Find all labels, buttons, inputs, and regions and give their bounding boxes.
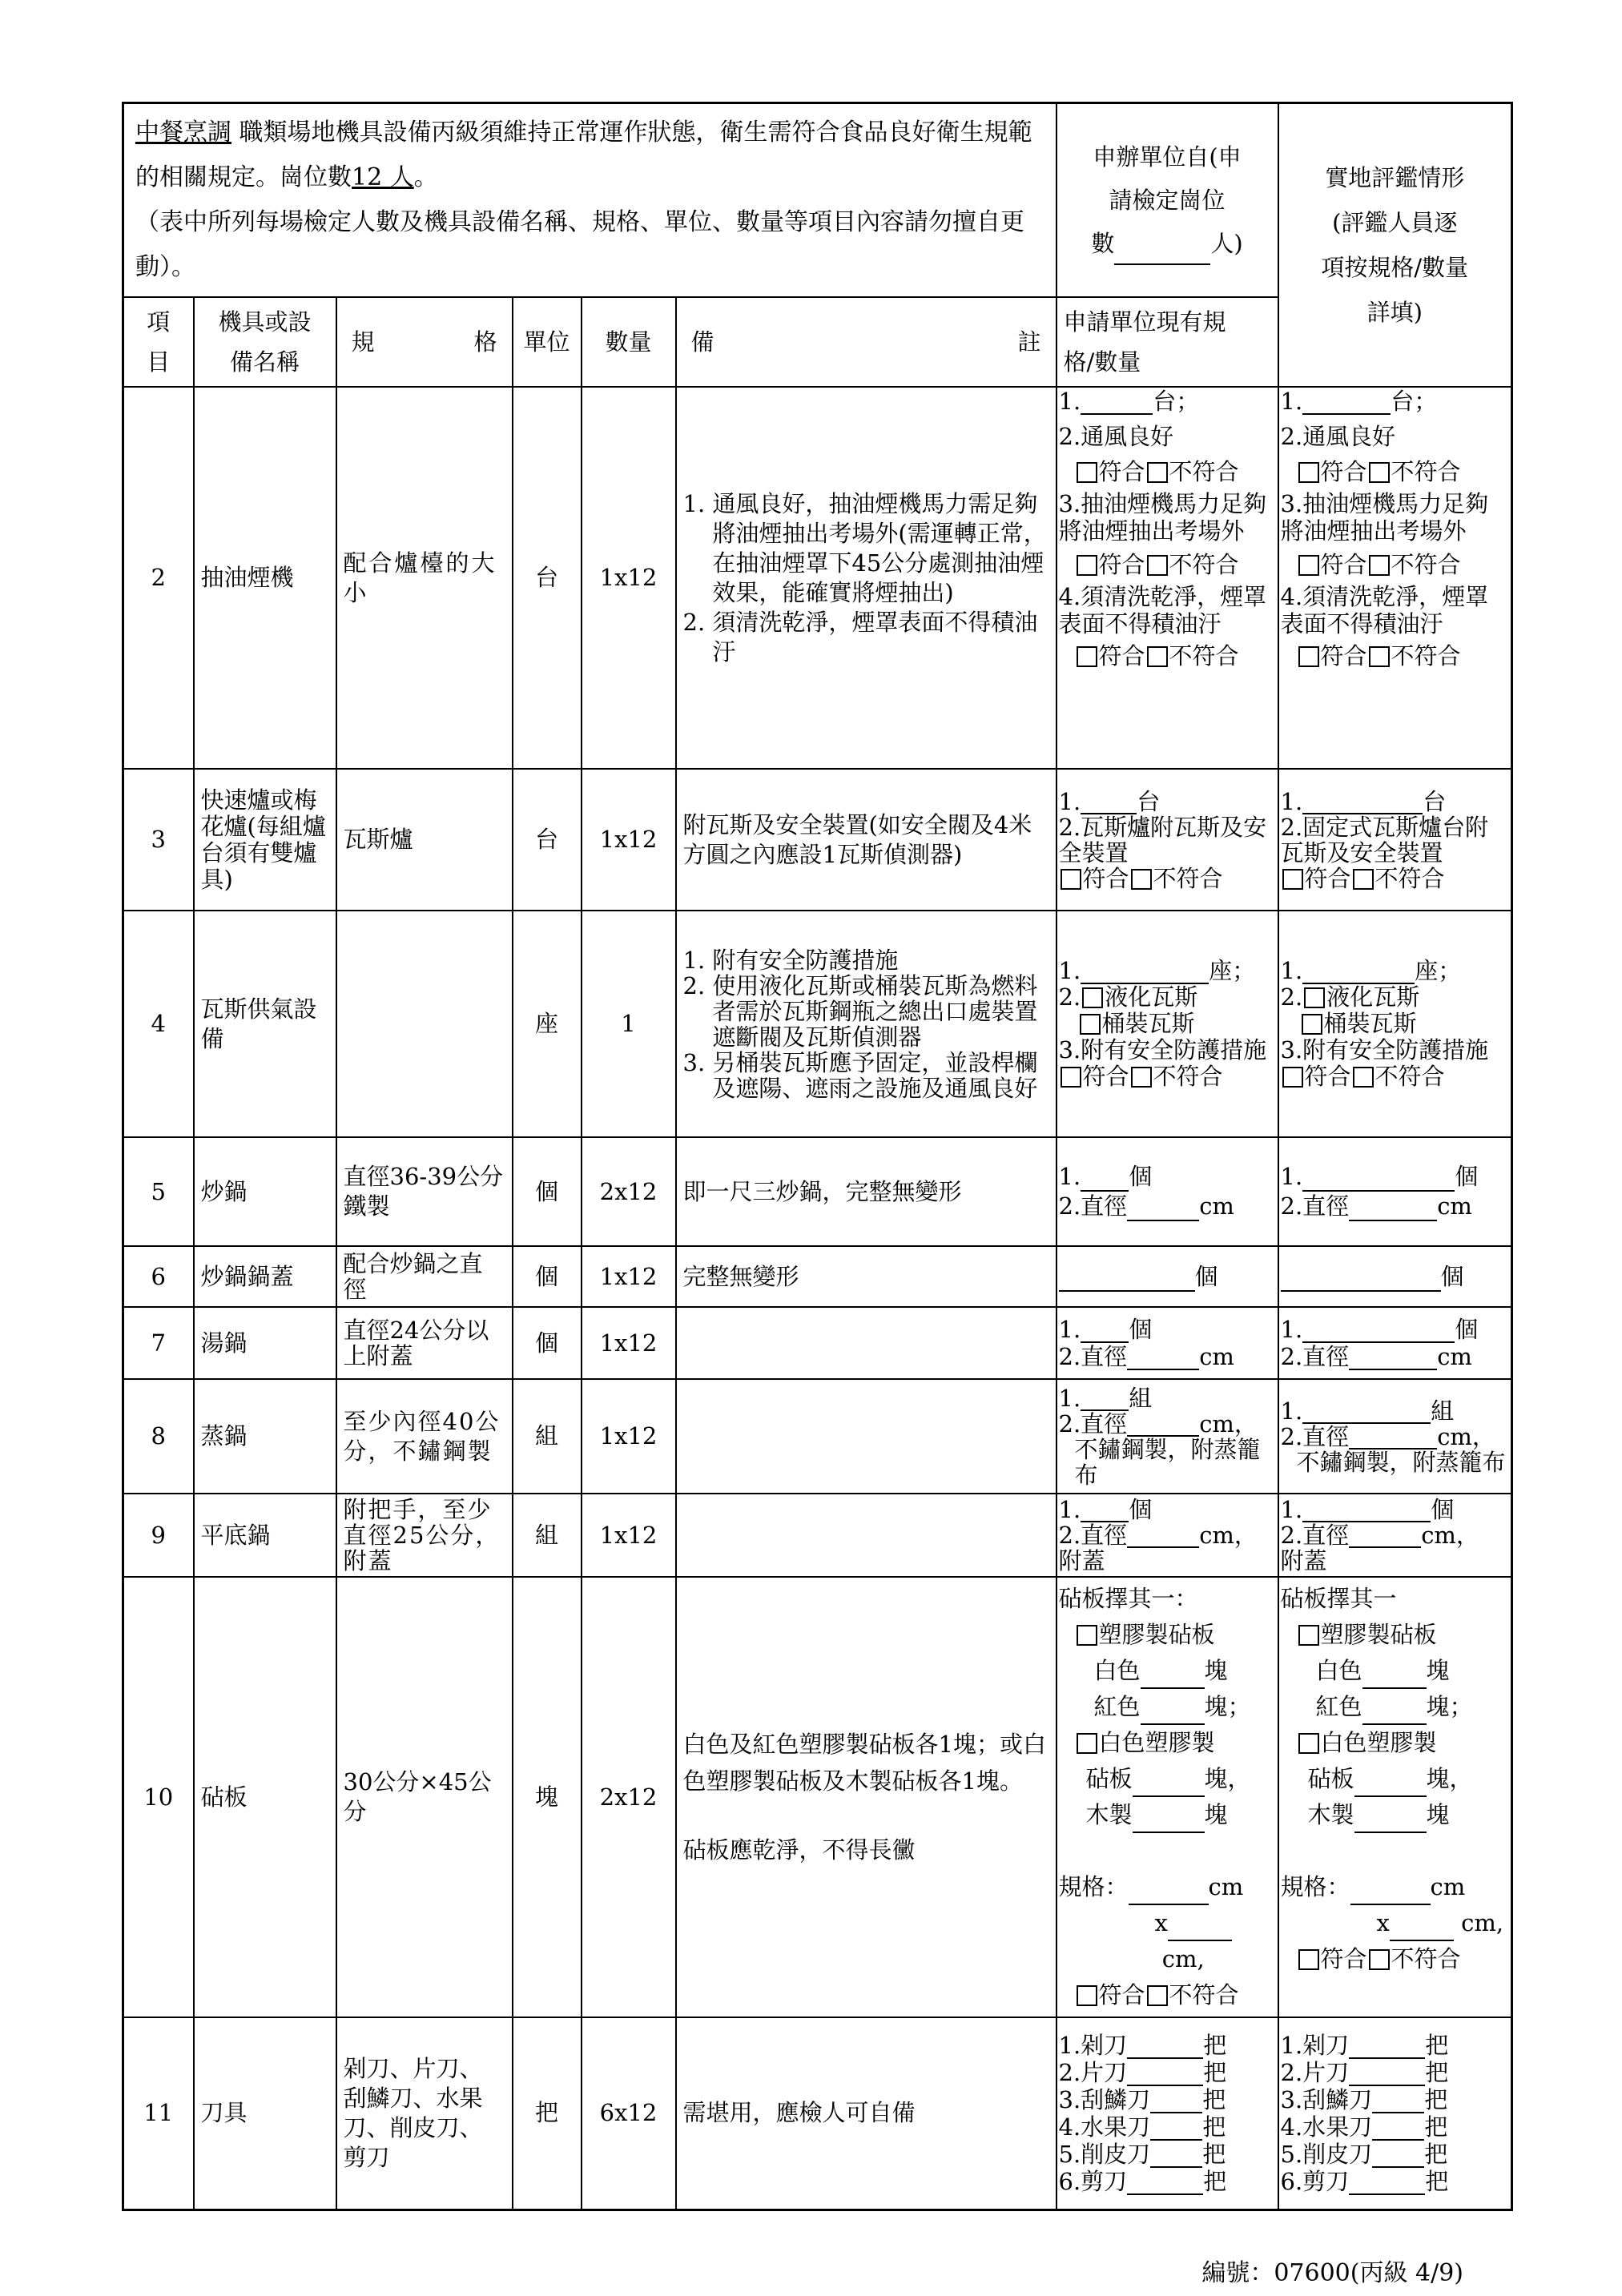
note-cell: 1. 通風良好，抽油煙機馬力需足夠將油煙抽出考場外(需運轉正常，在抽油煙罩下45公分處測抽油煙效果，能確實將煙抽出) 2. 須清洗乾淨，煙罩表面不得積油汙 <box>676 387 1057 769</box>
checkbox-ng[interactable] <box>1131 869 1152 890</box>
document-code: 編號：07600(丙級 4/9) <box>1201 2259 1463 2287</box>
col-note: 備 註 <box>676 297 1057 387</box>
checkbox-lpg[interactable] <box>1082 987 1103 1008</box>
col-item: 項 目 <box>123 297 194 387</box>
intro-note: （表中所列每場檢定人數及機具設備名稱、規格、單位、數量等項目內容請勿擅自更動）。 <box>135 208 1024 281</box>
checkbox-ok[interactable] <box>1282 1067 1303 1088</box>
table-row: 8 蒸鍋 至少內徑40公分，不鏽鋼製 組 1x12 1. 組 2.直徑 cm， 不鏽鋼製，附蒸籠布 1. 組 2.直徑 cm， 不鏽鋼製，附蒸籠布 <box>123 1379 1512 1494</box>
checkbox-ok[interactable] <box>1077 462 1097 483</box>
col-applicant: 申請單位現有規 格/數量 <box>1057 297 1278 387</box>
checkbox-ok[interactable] <box>1077 646 1097 667</box>
checkbox-ng[interactable] <box>1147 555 1168 576</box>
col-spec: 規 格 <box>336 297 513 387</box>
checkbox-ng[interactable] <box>1369 462 1390 483</box>
table-row: 3 快速爐或梅花爐(每組爐台須有雙爐具) 瓦斯爐 台 1x12 附瓦斯及安全裝置(如安全閥及4米方圓之內應設1瓦斯偵測器) 1. 台 2.瓦斯爐附瓦斯及安全裝置 符合 不符合 1. 台 2.固定式瓦斯爐台附瓦斯及安全裝置 符合 不符合 <box>123 769 1512 911</box>
checkbox-ng[interactable] <box>1353 869 1374 890</box>
checkbox-ng[interactable] <box>1147 462 1168 483</box>
checkbox-ok[interactable] <box>1298 1949 1319 1970</box>
table-row: 2 抽油煙機 配合爐檯的大小 台 1x12 1. 通風良好，抽油煙機馬力需足夠將油煙抽出考場外(需運轉正常，在抽油煙罩下45公分處測抽油煙效果，能確實將煙抽出) 2. 須清洗乾淨，煙罩表面不得積油汙 1. 台； 2.通風良好 符合 不符合 3.抽油煙機馬力足夠將油煙抽出考場外 符合 不符合 4.須清洗乾淨，煙罩表面不得積油汙 符合 不符合 1. 台； 2.通風良好 符合 不符合 3.抽油煙機馬力足夠將油煙抽出考場外 符合 不符合 4.須清洗乾淨，煙罩表面不得積油汙 符合 不符合 <box>123 387 1512 769</box>
equipment-table <box>122 102 1513 2211</box>
checkbox-ng[interactable] <box>1147 646 1168 667</box>
table-row: 11 刀具 剁刀、片刀、刮鱗刀、水果刀、削皮刀、剪刀 把 6x12 需堪用，應檢人可自備 1.剁刀 把 2.片刀 把 3.刮鱗刀 把 4.水果刀 把 5.削皮刀 把 6.剪刀 把 1.剁刀 把 2.片刀 把 3.刮鱗刀 把 4.水果刀 把 5.削皮刀 把 6.剪刀 把 <box>123 2017 1512 2210</box>
checkbox-white-wood[interactable] <box>1298 1733 1319 1754</box>
table-row: 6 炒鍋鍋蓋 配合炒鍋之直徑 個 1x12 完整無變形 個 個 <box>123 1246 1512 1307</box>
trade-name: 中餐烹調 <box>135 119 231 147</box>
checkbox-ok[interactable] <box>1061 869 1081 890</box>
table-row: 7 湯鍋 直徑24公分以上附蓋 個 1x12 1. 個 2.直徑 cm 1. 個 2.直徑 cm <box>123 1307 1512 1379</box>
checkbox-lpg[interactable] <box>1304 987 1325 1008</box>
checkbox-ok[interactable] <box>1077 555 1097 576</box>
checkbox-ng[interactable] <box>1353 1067 1374 1088</box>
checkbox-ok[interactable] <box>1298 462 1319 483</box>
table-row: 9 平底鍋 附把手，至少直徑25公分，附蓋 組 1x12 1. 個 2.直徑 cm， 附蓋 1. 個 2.直徑 cm， 附蓋 <box>123 1494 1512 1577</box>
col-unit: 單位 <box>513 297 582 387</box>
checkbox-ok[interactable] <box>1077 1985 1097 2006</box>
col-qty: 數量 <box>582 297 676 387</box>
col-name: 機具或設 備名稱 <box>194 297 336 387</box>
table-row: 10 砧板 30公分×45公分 塊 2x12 白色及紅色塑膠製砧板各1塊；或白色塑膠製砧板及木製砧板各1塊。 砧板應乾淨，不得長黴 砧板擇其一： 塑膠製砧板 白色 塊 紅色 塊； 白色塑膠製 砧板 塊， 木製 塊 規格： cm x cm, 符合 不符合 砧板擇其一 塑膠製砧板 白色 塊 紅色 塊； 白色塑膠製 砧板 塊， 木製 塊 規格： cm x cm, 符合 不符合 <box>123 1577 1512 2017</box>
checkbox-ok[interactable] <box>1061 1067 1081 1088</box>
host-unit-header: 申辦單位自(申 請檢定崗位 數 人) <box>1057 103 1278 298</box>
checkbox-ng[interactable] <box>1369 555 1390 576</box>
table-row: 5 炒鍋 直徑36-39公分鐵製 個 2x12 即一尺三炒鍋，完整無變形 1. 個 2.直徑 cm 1. 個 2.直徑 cm <box>123 1137 1512 1246</box>
checkbox-white-wood[interactable] <box>1077 1733 1097 1754</box>
checkbox-ng[interactable] <box>1369 646 1390 667</box>
checkbox-bottled[interactable] <box>1302 1014 1322 1035</box>
checkbox-ng[interactable] <box>1369 1949 1390 1970</box>
station-count: 12 人 <box>352 163 414 191</box>
table-row: 4 瓦斯供氣設備 座 1 1. 附有安全防護措施 2. 使用液化瓦斯或桶裝瓦斯為燃料者需於瓦斯鋼瓶之總出口處裝置遮斷閥及瓦斯偵測器 3. 另桶裝瓦斯應予固定，並設桿欄及遮陽、遮雨之設施及通風良好 1. 座； 2. 液化瓦斯 桶裝瓦斯 3.附有安全防護措施 符合 不符合 1. 座； 2. 液化瓦斯 桶裝瓦斯 3.附有安全防護措施 符合 不符合 <box>123 911 1512 1137</box>
checkbox-ng[interactable] <box>1147 1985 1168 2006</box>
checkbox-ok[interactable] <box>1298 555 1319 576</box>
checkbox-ng[interactable] <box>1131 1067 1152 1088</box>
checkbox-plastic[interactable] <box>1298 1625 1319 1646</box>
intro-text: 中餐烹調 職類場地機具設備丙級須維持正常運作狀態，衛生需符合食品良好衛生規範的相關規定。崗位數12 人。 （表中所列每場檢定人數及機具設備名稱、規格、單位、數量等項目內容請勿擅自更動）。 <box>123 103 1057 298</box>
on-site-evaluation-header: 實地評鑑情形 (評鑑人員逐 項按規格/數量 詳填) <box>1278 103 1512 388</box>
checkbox-bottled[interactable] <box>1080 1014 1101 1035</box>
checkbox-plastic[interactable] <box>1077 1625 1097 1646</box>
checkbox-ok[interactable] <box>1282 869 1303 890</box>
checkbox-ok[interactable] <box>1298 646 1319 667</box>
